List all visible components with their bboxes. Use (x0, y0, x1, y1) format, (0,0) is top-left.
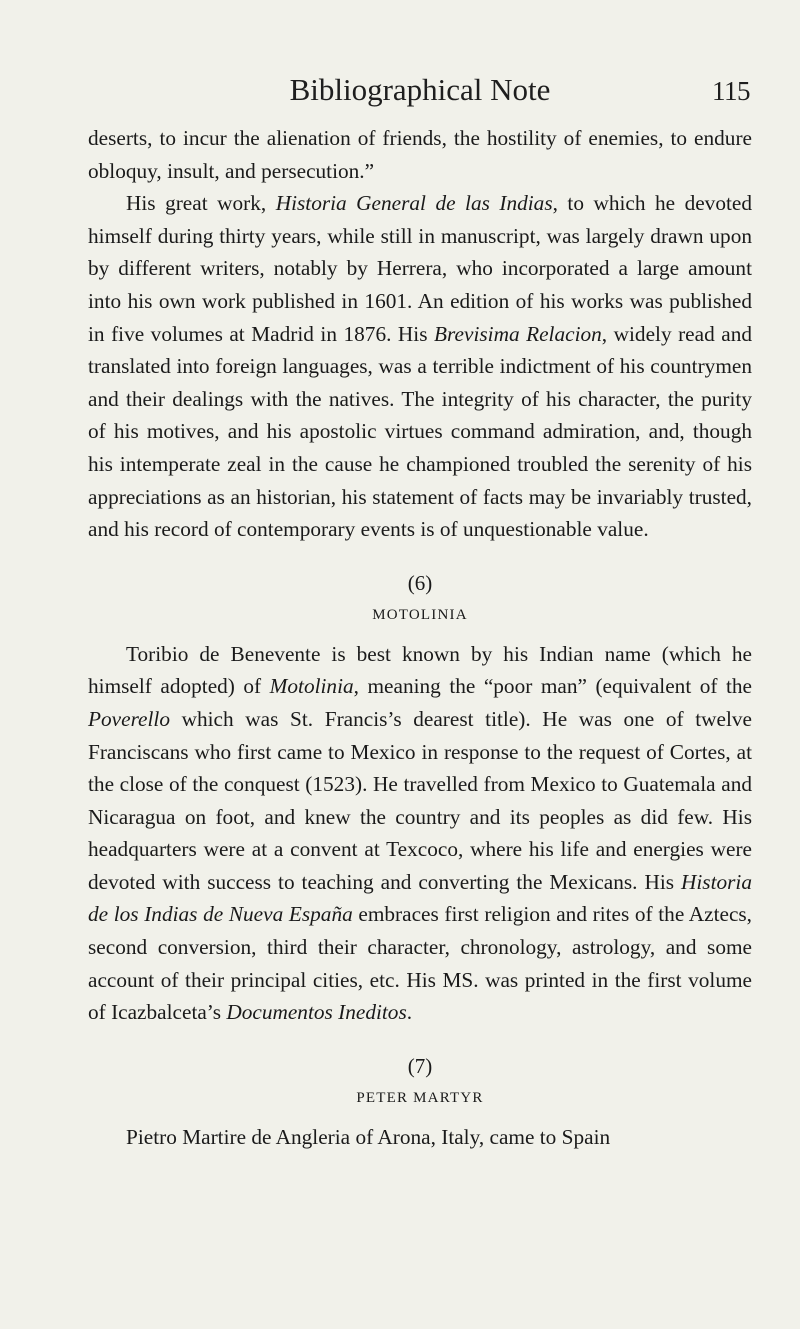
peter-martyr-paragraph (88, 1121, 752, 1154)
paragraph-text: deserts, to incur the alienation of friends, the hostility of enemies, to endure obloquy, insult, and persecution.” (88, 126, 752, 183)
paragraph-text: Pietro Martire de Angleria of Arona, Italy, came to Spain (126, 1124, 611, 1149)
term-poverello: Poverello (88, 706, 170, 731)
book-title-historia-general: Historia General de las Indias (275, 191, 553, 216)
motolinia-paragraph (88, 638, 752, 1029)
page-body (88, 122, 752, 1153)
page-header (90, 72, 750, 112)
paragraph-text: , meaning the “poor man” (equivalent of the (353, 674, 752, 699)
page-number: 115 (712, 76, 750, 106)
paragraph-text: embraces first religion and rites of the Aztecs, second conversion, third their character, chronology, astrology, and some account of their principal cities, etc. His MS. was printed in the first volume of Icazbalceta’s (88, 902, 753, 1025)
paragraph-text: Toribio de Benevente is best known by his Indian name (which he himself adopted) of (88, 641, 752, 699)
paragraph-text: . (406, 1000, 413, 1025)
paragraph-text: , widely read and translated into foreign languages, was a terrible indictment of his countrymen and their dealings with the natives. The integrity of his character, the purity of his motives, and his apostolic virtues command admiration, and, though his intemperate zeal in the cause he championed troubled the serenity of his appreciations as an historian, his statement of facts may be invariably trusted, and his record of contemporary events is of unquestionable value. (88, 321, 752, 542)
paragraph-text: , to which he devoted himself during thirty years, while still in manuscript, was largely drawn upon by different writers, notably by Herrera, who incorporated a large amount into his own work published in 1601. An edition of his works was published in five volumes at Madrid in 1876. His (88, 191, 752, 346)
las-casas-paragraph (88, 187, 752, 546)
book-title-brevisima-relacion: Brevisima Relacion (434, 321, 602, 346)
book-title-documentos-ineditos: Documentos Ineditos (226, 1000, 407, 1025)
section-title-motolinia: MOTOLINIA (372, 606, 468, 623)
paragraph-text: which was St. Francis’s dearest title). He was one of twelve Franciscans who first came to Mexico in response to the request of Cortes, at the close of the conquest (1523). He travelled from Mexico to Guatemala and Nicaragua on foot, and knew the country and its peoples as did few. His headquarters were at a convent at Texcoco, where his life and energies were devoted with success to teaching and converting the Mexicans. His (88, 706, 752, 894)
book-title-historia-de-los-indias: Historia de los Indias de Nueva España (88, 869, 752, 927)
continuation-paragraph (88, 122, 752, 187)
section-title-peter-martyr: PETER MARTYR (356, 1089, 484, 1106)
section-number-7: (7) (407, 1053, 433, 1078)
running-head: Bibliographical Note (289, 72, 551, 107)
paragraph-text: His great work, (126, 191, 276, 216)
section-number-6: (6) (407, 570, 433, 595)
name-motolinia: Motolinia (269, 674, 354, 699)
